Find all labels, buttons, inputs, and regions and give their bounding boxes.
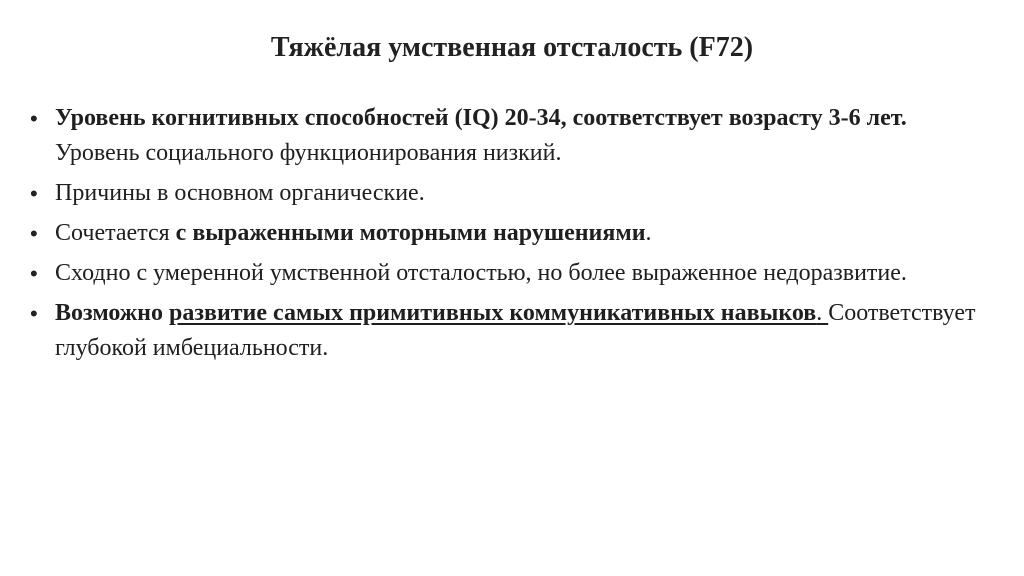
bullet-regular-text: Сочетается (55, 220, 176, 246)
bullet-dot-icon: • (30, 221, 38, 246)
bullet-item-communication (30, 296, 990, 366)
bullet-underlined-text: . (816, 300, 829, 326)
bullet-dot-icon: • (30, 261, 38, 286)
bullet-dot-icon: • (30, 301, 38, 326)
bullet-dot-icon: • (30, 181, 38, 206)
bullet-item-comparison (30, 256, 990, 291)
bullet-item-causes (30, 176, 990, 211)
bullet-regular-text: Сходно с умеренной умственной отсталостью, но более выраженное недоразвитие. (55, 260, 907, 286)
bullet-dot-icon: • (30, 106, 38, 131)
bullet-regular-text: Причины в основном органические. (55, 180, 425, 206)
bullet-bold-underlined-text: развитие самых примитивных коммуникативных навыков (168, 300, 817, 326)
bullet-regular-text: Уровень социального функционирования низкий. (55, 140, 562, 166)
bullet-bold-text: Возможно (55, 300, 169, 326)
bullet-regular-text: . (645, 220, 652, 246)
bullet-item-motor (30, 216, 990, 251)
bullet-bold-text: с выраженными моторными нарушениями (175, 220, 646, 246)
bullet-regular-text: Соответствует глубокой имбециальности. (55, 300, 976, 361)
bullet-item-iq-level (30, 101, 990, 171)
bullet-list (30, 101, 990, 371)
slide-title: Тяжёлая умственная отсталость (F72) (270, 32, 754, 63)
bullet-bold-text: Уровень когнитивных способностей (IQ) 20-34, соответствует возрасту 3-6 лет. (55, 105, 907, 131)
